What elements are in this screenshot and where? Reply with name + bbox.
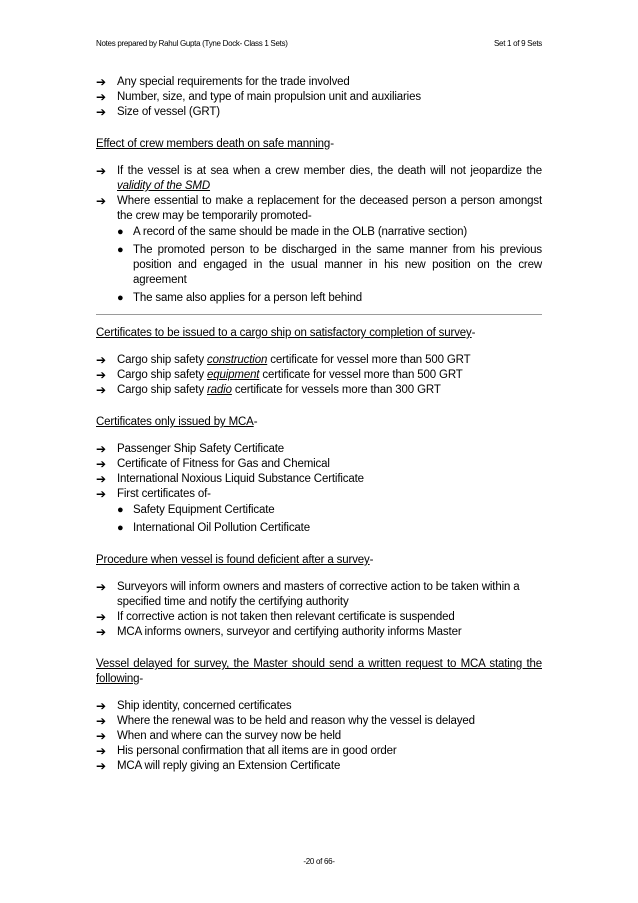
section1-sublist — [96, 225, 542, 306]
list-item: ➔ Cargo ship safety radio certificate for vessels more than 300 GRT — [96, 383, 441, 397]
arrow-right-icon: ➔ — [96, 759, 106, 773]
bullet-dot-icon: ● — [117, 292, 124, 304]
list-item: ➔ Number, size, and type of main propulsion unit and auxiliaries — [96, 90, 421, 104]
list-item: ➔ When and where can the survey now be held — [96, 729, 341, 743]
list-item: ➔ First certificates of- ● Safety Equipment Certificate ● International Oil Pollution Certificate — [96, 487, 542, 536]
header-right: Set 1 of 9 Sets — [494, 39, 542, 48]
list-item: ➔ Size of vessel (GRT) — [96, 105, 220, 119]
page-number: -20 of 66- — [303, 857, 335, 866]
list-item: ➔ Where the renewal was to be held and reason why the vessel is delayed — [96, 714, 475, 728]
section3-list — [96, 442, 542, 536]
sub-list-item: ● The promoted person to be discharged in the same manner from his previous position and engaged in the usual manner in his new position on the crew agreement — [117, 244, 542, 286]
arrow-right-icon: ➔ — [96, 610, 106, 624]
page-content — [96, 75, 542, 774]
bullet-dot-icon: ● — [117, 504, 124, 516]
sub-list-item: ● A record of the same should be made in the OLB (narrative section) — [117, 226, 468, 238]
header-left: Notes prepared by Rahul Gupta (Tyne Dock- Class 1 Sets) — [96, 39, 288, 48]
sub-list-item: ● Safety Equipment Certificate — [117, 504, 275, 516]
bullet-dot-icon: ● — [117, 522, 124, 534]
arrow-right-icon: ➔ — [96, 194, 106, 208]
list-item: ➔ Where essential to make a replacement for the deceased person a person amongst the crew may be temporarily promoted- ● A record of the same should be made in the OLB (narrative section) ● The promoted person to be discharged in the same manner from his previous position and engaged in the usual manner in his new position on the crew agreement ● The same also applies for a person left behind — [96, 194, 542, 304]
arrow-right-icon: ➔ — [96, 744, 106, 758]
horizontal-divider — [96, 314, 542, 315]
section2-list — [96, 353, 542, 398]
section4-list — [96, 580, 542, 640]
sub-list-item: ● International Oil Pollution Certificate — [117, 522, 310, 534]
arrow-right-icon: ➔ — [96, 105, 106, 119]
section5-list — [96, 699, 542, 774]
arrow-right-icon: ➔ — [96, 442, 106, 456]
list-item: ➔ Ship identity, concerned certificates — [96, 699, 292, 713]
list-item: ➔ Any special requirements for the trade involved — [96, 75, 350, 89]
section-heading: Procedure when vessel is found deficient after a survey- — [96, 554, 374, 566]
arrow-right-icon: ➔ — [96, 699, 106, 713]
arrow-right-icon: ➔ — [96, 457, 106, 471]
section-heading: Effect of crew members death on safe manning- — [96, 138, 334, 150]
arrow-right-icon: ➔ — [96, 580, 106, 594]
list-item: ➔ If the vessel is at sea when a crew member dies, the death will not jeopardize the validity of the SMD — [96, 164, 542, 192]
arrow-right-icon: ➔ — [96, 368, 106, 382]
list-item: ➔ Certificate of Fitness for Gas and Chemical — [96, 457, 330, 471]
sub-list-item: ● The same also applies for a person left behind — [117, 292, 362, 304]
section3-sublist — [96, 503, 542, 536]
section-heading: Certificates to be issued to a cargo ship on satisfactory completion of survey- — [96, 327, 476, 339]
arrow-right-icon: ➔ — [96, 75, 106, 89]
arrow-right-icon: ➔ — [96, 164, 106, 178]
bullet-dot-icon: ● — [117, 244, 124, 256]
list-item: ➔ MCA informs owners, surveyor and certifying authority informs Master — [96, 625, 462, 639]
arrow-right-icon: ➔ — [96, 729, 106, 743]
arrow-right-icon: ➔ — [96, 625, 106, 639]
arrow-right-icon: ➔ — [96, 714, 106, 728]
list-item: ➔ MCA will reply giving an Extension Certificate — [96, 759, 341, 773]
list-item: ➔ Cargo ship safety equipment certificate for vessel more than 500 GRT — [96, 368, 463, 382]
arrow-right-icon: ➔ — [96, 472, 106, 486]
list-item: ➔ Surveyors will inform owners and masters of corrective action to be taken within a specified time and notify the certifying authority — [96, 580, 520, 608]
list-item: ➔ If corrective action is not taken then relevant certificate is suspended — [96, 610, 455, 624]
list-item: ➔ International Noxious Liquid Substance Certificate — [96, 472, 364, 486]
list-item: ➔ His personal confirmation that all items are in good order — [96, 744, 397, 758]
arrow-right-icon: ➔ — [96, 487, 106, 501]
section-heading: Vessel delayed for survey, the Master should send a written request to MCA stating the following- — [96, 658, 542, 685]
arrow-right-icon: ➔ — [96, 353, 106, 367]
section1-list — [96, 164, 542, 306]
intro-list — [96, 75, 542, 120]
arrow-right-icon: ➔ — [96, 90, 106, 104]
list-item: ➔ Cargo ship safety construction certificate for vessel more than 500 GRT — [96, 353, 471, 367]
list-item: ➔ Passenger Ship Safety Certificate — [96, 442, 284, 456]
bullet-dot-icon: ● — [117, 226, 124, 238]
section-heading: Certificates only issued by MCA- — [96, 416, 258, 428]
arrow-right-icon: ➔ — [96, 383, 106, 397]
